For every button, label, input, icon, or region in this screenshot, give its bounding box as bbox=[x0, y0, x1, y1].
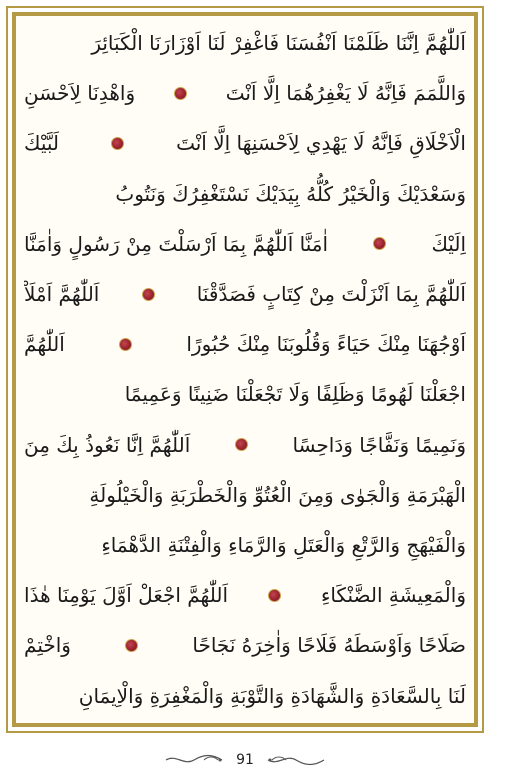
text-segment: وَاخْتِمْ bbox=[24, 633, 71, 658]
text-line bbox=[24, 118, 466, 168]
page-footer bbox=[0, 748, 490, 772]
text-segment: اَللّٰهُمَّ اَمْلَاْ bbox=[24, 281, 100, 306]
text-segment: وَسَعْدَيْكَ وَالْخَيْرُ كُلُّهُ بِيَدَيْكَ نَسْتَغْفِرُكَ وَنَتُوبُ bbox=[115, 181, 466, 206]
verse-separator-icon bbox=[142, 288, 155, 301]
text-line bbox=[24, 570, 466, 620]
verse-separator-icon bbox=[373, 237, 386, 250]
text-segment: اٰمَنَّا اَللّٰهُمَّ بِمَا اَرْسَلْتَ مِنْ رَسُولٍ وَاٰمَنَّا bbox=[24, 231, 329, 256]
text-segment: وَاهْدِنَا لِاَحْسَنِ bbox=[24, 81, 136, 106]
arabic-text-block bbox=[24, 18, 466, 721]
text-segment: وَاللَّمَمَ فَاِنَّهُ لَا يَغْفِرُهُمَا اِلَّا اَنْتَ bbox=[225, 81, 466, 106]
verse-separator-icon bbox=[111, 137, 124, 150]
verse-separator-icon bbox=[174, 87, 187, 100]
text-line bbox=[24, 520, 466, 570]
text-line bbox=[24, 621, 466, 671]
text-line bbox=[24, 68, 466, 118]
verse-separator-icon bbox=[235, 438, 248, 451]
text-line bbox=[24, 420, 466, 470]
right-ornament-icon bbox=[266, 753, 326, 767]
text-segment: اَللّٰهُمَّ اجْعَلْ اَوَّلَ يَوْمِنَا هٰذَا bbox=[24, 583, 229, 608]
text-segment: اِلَيْكَ bbox=[431, 231, 466, 256]
page-frame-inner bbox=[12, 12, 478, 727]
text-segment: اَللّٰهُمَّ اِنَّنَا ظَلَمْنَا اَنْفُسَنَا فَاغْفِرْ لَنَا اَوْزَارَنَا الْكَبَائِرَ bbox=[91, 30, 466, 55]
text-segment: وَنَمِيمًا وَنَفَّاجًا وَدَاحِسًا bbox=[292, 432, 466, 457]
page-frame bbox=[6, 6, 484, 733]
text-segment: الْاَخْلَاقِ فَاِنَّهُ لَا يَهْدِي لِاَحْسَنِهَا اِلَّا اَنْتَ bbox=[176, 131, 466, 156]
page-number: 91 bbox=[236, 752, 254, 768]
text-line bbox=[24, 470, 466, 520]
text-line bbox=[24, 319, 466, 369]
text-segment: صَلَاحًا وَاَوْسَطَهُ فَلَاحًا وَاٰخِرَهُ نَجَاحًا bbox=[192, 633, 466, 658]
verse-separator-icon bbox=[268, 589, 281, 602]
text-segment: لَبَّيْكَ bbox=[24, 131, 60, 156]
text-segment: وَالْفَيْهَجِ وَالرَّتْعِ وَالْعَتَلِ وَالرَّمَاءِ وَالْفِتْنَةِ الدَّهْمَاءِ bbox=[101, 533, 466, 558]
text-segment: الْهَبْرَمَةِ وَالْجَوٰى وَمِنَ الْعُتُوِّ وَالْخَطْرَبَةِ وَالْخَيْلُولَةِ bbox=[89, 482, 466, 507]
text-segment: اَوْجُهَنَا مِنْكَ حَيَاءً وَقُلُوبَنَا مِنْكَ حُبُورًا bbox=[186, 332, 466, 357]
text-line bbox=[24, 219, 466, 269]
text-line bbox=[24, 169, 466, 219]
left-ornament-icon bbox=[164, 753, 224, 767]
text-line bbox=[24, 269, 466, 319]
text-line bbox=[24, 18, 466, 68]
text-line bbox=[24, 671, 466, 721]
text-segment: اَللّٰهُمَّ bbox=[24, 332, 65, 357]
text-line bbox=[24, 370, 466, 420]
text-segment: اَللّٰهُمَّ بِمَا اَنْزَلْتَ مِنْ كِتَابٍ فَصَدَّقْنَا bbox=[196, 281, 466, 306]
text-segment: وَالْمَعِيشَةِ الضَّنْكَاءِ bbox=[320, 583, 466, 608]
text-segment: لَنَا بِالسَّعَادَةِ وَالشَّهَادَةِ وَالتَّوْبَةِ وَالْمَغْفِرَةِ وَالْاِيمَانِ bbox=[78, 683, 466, 708]
verse-separator-icon bbox=[119, 338, 132, 351]
text-segment: اَللّٰهُمَّ اِنَّا نَعُوذُ بِكَ مِنَ bbox=[24, 432, 191, 457]
verse-separator-icon bbox=[125, 639, 138, 652]
text-segment: اجْعَلْنَا لَهُومًا وَظَلِفًا وَلَا تَجْعَلْنَا ضَنِينًا وَعَمِيمًا bbox=[124, 382, 466, 407]
